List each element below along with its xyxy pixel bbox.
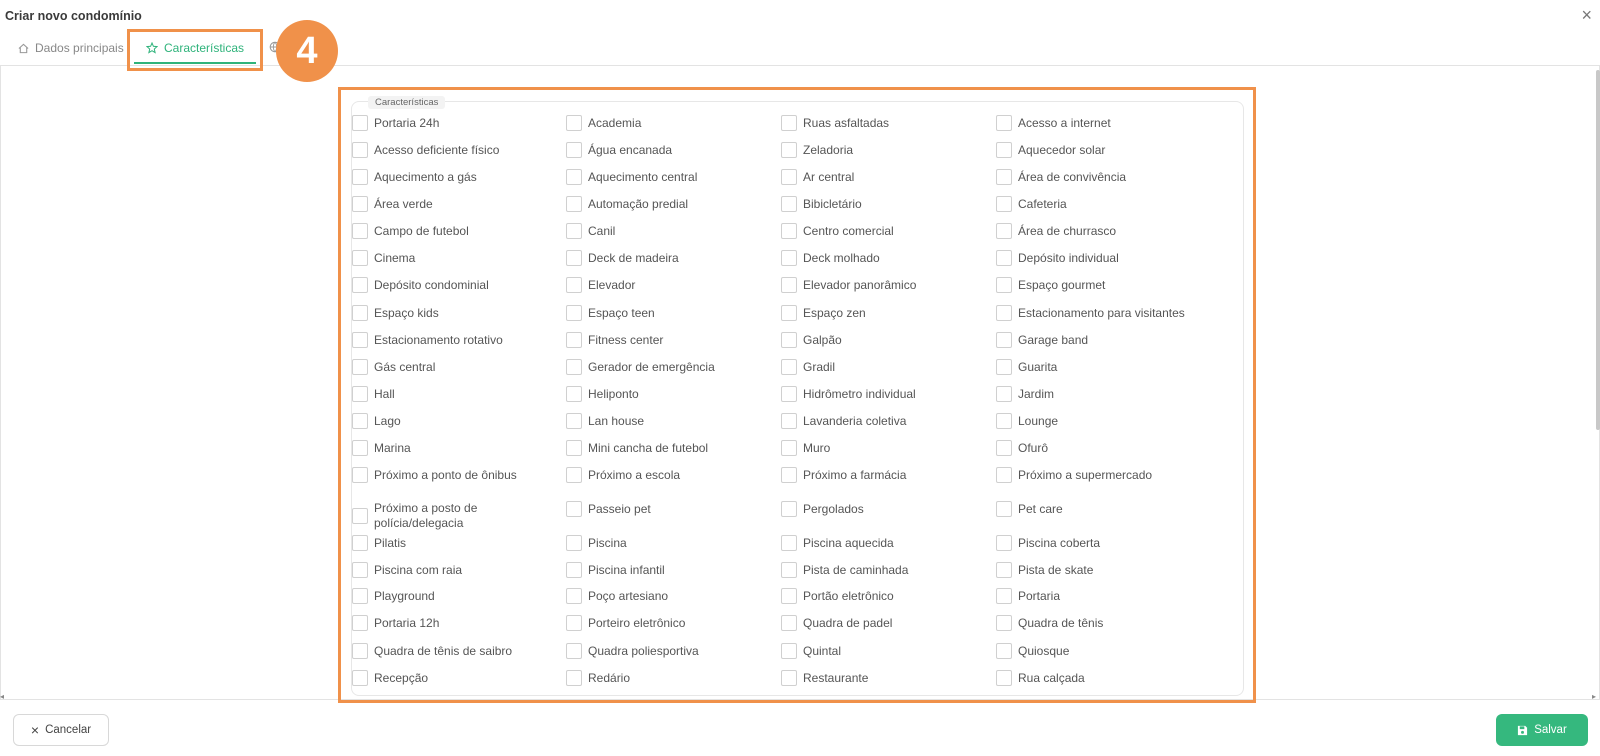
feature-checkbox-item[interactable]: [781, 359, 835, 375]
checkbox[interactable]: [781, 223, 797, 239]
checkbox[interactable]: [566, 332, 582, 348]
checkbox[interactable]: [781, 142, 797, 158]
checkbox-label: Fitness center: [588, 332, 664, 347]
checkbox[interactable]: [352, 467, 368, 483]
tab-bar: [0, 36, 1600, 66]
feature-checkbox-item[interactable]: [996, 142, 1105, 158]
checkbox-label: Aquecimento central: [588, 169, 698, 184]
checkbox[interactable]: [352, 588, 368, 604]
feature-checkbox-item[interactable]: [996, 440, 1048, 456]
feature-checkbox-item[interactable]: [996, 413, 1058, 429]
checkbox[interactable]: [996, 467, 1012, 483]
checkbox[interactable]: [781, 501, 797, 517]
feature-checkbox-item[interactable]: [781, 196, 862, 212]
checkbox-label: Mini cancha de futebol: [588, 440, 709, 455]
cancel-label: Cancelar: [45, 724, 92, 736]
checkbox[interactable]: [781, 305, 797, 321]
checkbox[interactable]: [781, 169, 797, 185]
checkbox[interactable]: [566, 562, 582, 578]
checkbox[interactable]: [352, 670, 368, 686]
feature-checkbox-item[interactable]: [352, 562, 462, 578]
checkbox-label: Lavanderia coletiva: [803, 413, 907, 428]
checkbox[interactable]: [352, 615, 368, 631]
checkbox[interactable]: [566, 277, 582, 293]
feature-checkbox-item[interactable]: [566, 196, 688, 212]
feature-checkbox-item[interactable]: [996, 386, 1054, 402]
checkbox-label: Aquecimento a gás: [374, 169, 477, 184]
checkbox-label: Quiosque: [1018, 643, 1070, 658]
checkbox-label: Bibicletário: [803, 196, 862, 211]
checkbox-label: Estacionamento rotativo: [374, 332, 503, 347]
feature-checkbox-item[interactable]: [352, 386, 395, 402]
checkbox-label: Portão eletrônico: [803, 588, 894, 603]
checkbox-label: Acesso deficiente físico: [374, 142, 500, 157]
feature-checkbox-item[interactable]: [566, 277, 635, 293]
checkbox-label: Rua calçada: [1018, 670, 1085, 685]
feature-checkbox-item[interactable]: [566, 588, 668, 604]
checkbox[interactable]: [996, 535, 1012, 551]
checkbox[interactable]: [566, 223, 582, 239]
feature-checkbox-item[interactable]: [566, 467, 680, 483]
checkbox-label: Depósito condominial: [374, 277, 489, 292]
checkbox[interactable]: [352, 562, 368, 578]
checkbox-label: Poço artesiano: [588, 588, 669, 603]
checkbox[interactable]: [566, 643, 582, 659]
checkbox[interactable]: [352, 196, 368, 212]
checkbox-label: Muro: [803, 440, 831, 455]
scroll-left-arrow-icon[interactable]: ◂: [0, 692, 5, 701]
checkbox-label: Área de convivência: [1018, 169, 1127, 184]
checkbox-label: Cinema: [374, 250, 416, 265]
checkbox[interactable]: [996, 386, 1012, 402]
feature-checkbox-item[interactable]: [781, 223, 894, 239]
feature-checkbox-item[interactable]: [781, 535, 894, 551]
feature-checkbox-item[interactable]: [996, 467, 1152, 483]
checkbox-label: Galpão: [803, 332, 842, 347]
checkbox[interactable]: [781, 562, 797, 578]
feature-checkbox-item[interactable]: [781, 615, 892, 631]
tab-caracteristicas[interactable]: [146, 41, 244, 55]
checkbox-label: Gradil: [803, 359, 836, 374]
feature-checkbox-item[interactable]: [352, 223, 469, 239]
checkbox[interactable]: [996, 615, 1012, 631]
checkbox-label: Aquecedor solar: [1018, 142, 1106, 157]
feature-checkbox-item[interactable]: [352, 142, 499, 158]
checkbox-label: Campo de futebol: [374, 223, 469, 238]
scroll-right-arrow-icon[interactable]: ▸: [1591, 692, 1596, 701]
feature-checkbox-item[interactable]: [781, 277, 916, 293]
checkbox[interactable]: [996, 115, 1012, 131]
checkbox-label: Centro comercial: [803, 223, 894, 238]
checkbox[interactable]: [781, 277, 797, 293]
feature-checkbox-item[interactable]: [781, 332, 842, 348]
checkbox-label: Elevador: [588, 277, 636, 292]
feature-checkbox-item[interactable]: [781, 467, 906, 483]
feature-checkbox-item[interactable]: [996, 115, 1111, 131]
feature-checkbox-item[interactable]: [566, 615, 685, 631]
checkbox-label: Hidrômetro individual: [803, 386, 916, 401]
checkbox-label: Jardim: [1018, 386, 1055, 401]
feature-checkbox-item[interactable]: [566, 305, 655, 321]
feature-checkbox-item[interactable]: [781, 305, 866, 321]
checkbox[interactable]: [566, 588, 582, 604]
feature-checkbox-item[interactable]: [352, 670, 428, 686]
checkbox[interactable]: [996, 440, 1012, 456]
checkbox-label: Piscina aquecida: [803, 535, 894, 550]
feature-checkbox-item[interactable]: [352, 115, 439, 131]
checkbox[interactable]: [781, 332, 797, 348]
checkbox-label: Ar central: [803, 169, 855, 184]
checkbox[interactable]: [352, 413, 368, 429]
checkbox[interactable]: [352, 115, 368, 131]
feature-checkbox-item[interactable]: [781, 386, 916, 402]
checkbox-label: Espaço gourmet: [1018, 277, 1106, 292]
checkbox[interactable]: [781, 643, 797, 659]
feature-checkbox-item[interactable]: [996, 501, 1063, 517]
checkbox[interactable]: [996, 332, 1012, 348]
checkbox[interactable]: [352, 535, 368, 551]
checkbox-label: Zeladoria: [803, 142, 854, 157]
checkbox[interactable]: [566, 250, 582, 266]
checkbox-label: Área de churrasco: [1018, 223, 1117, 238]
checkbox[interactable]: [996, 670, 1012, 686]
checkbox-label: Pista de skate: [1018, 562, 1094, 577]
feature-checkbox-item[interactable]: [566, 413, 644, 429]
feature-checkbox-item[interactable]: [781, 501, 864, 517]
checkbox[interactable]: [996, 196, 1012, 212]
feature-checkbox-item[interactable]: [996, 223, 1116, 239]
checkbox[interactable]: [781, 250, 797, 266]
checkbox[interactable]: [996, 169, 1012, 185]
checkbox[interactable]: [566, 440, 582, 456]
checkbox[interactable]: [781, 196, 797, 212]
checkbox[interactable]: [996, 250, 1012, 266]
feature-checkbox-item[interactable]: [996, 250, 1119, 266]
checkbox-label: Heliponto: [588, 386, 639, 401]
feature-checkbox-item[interactable]: [352, 196, 433, 212]
active-tab-indicator: [134, 62, 256, 64]
feature-checkbox-item[interactable]: [352, 250, 415, 266]
save-label: Salvar: [1534, 724, 1567, 736]
checkbox-label: Piscina: [588, 535, 627, 550]
checkbox-label: Água encanada: [588, 142, 673, 157]
feature-checkbox-item[interactable]: [781, 643, 841, 659]
checkbox[interactable]: [566, 115, 582, 131]
feature-checkbox-item[interactable]: [566, 670, 630, 686]
checkbox-label: Deck molhado: [803, 250, 880, 265]
checkbox[interactable]: [566, 670, 582, 686]
checkbox-label: Lago: [374, 413, 401, 428]
feature-checkbox-item[interactable]: [566, 359, 715, 375]
feature-checkbox-item[interactable]: [996, 615, 1103, 631]
checkbox[interactable]: [781, 535, 797, 551]
checkbox[interactable]: [996, 413, 1012, 429]
checkbox[interactable]: [781, 115, 797, 131]
checkbox[interactable]: [996, 588, 1012, 604]
checkbox-label: Cafeteria: [1018, 196, 1067, 211]
checkbox-label: Redário: [588, 670, 631, 685]
feature-checkbox-item[interactable]: [352, 643, 512, 659]
checkbox-label: Depósito individual: [1018, 250, 1119, 265]
feature-checkbox-item[interactable]: [352, 359, 435, 375]
feature-checkbox-item[interactable]: [566, 440, 708, 456]
checkbox-label: Gerador de emergência: [588, 359, 715, 374]
feature-checkbox-item[interactable]: [352, 501, 494, 531]
feature-checkbox-item[interactable]: [566, 643, 699, 659]
checkbox-label: Academia: [588, 115, 642, 130]
checkbox[interactable]: [781, 359, 797, 375]
checkbox[interactable]: [996, 501, 1012, 517]
feature-checkbox-item[interactable]: [352, 169, 477, 185]
checkbox[interactable]: [781, 615, 797, 631]
checkbox[interactable]: [566, 501, 582, 517]
checkbox-label: Acesso a internet: [1018, 115, 1111, 130]
checkbox[interactable]: [996, 359, 1012, 375]
checkbox-label: Pet care: [1018, 501, 1063, 516]
checkbox[interactable]: [566, 196, 582, 212]
checkbox-label: Ofurô: [1018, 440, 1049, 455]
checkbox-label: Portaria 24h: [374, 115, 440, 130]
checkbox-label: Próximo a supermercado: [1018, 467, 1153, 482]
feature-checkbox-item[interactable]: [566, 115, 641, 131]
checkbox[interactable]: [781, 588, 797, 604]
checkbox-label: Quintal: [803, 643, 842, 658]
tab-label: Dados principais: [35, 41, 124, 55]
checkbox-label: Recepção: [374, 670, 429, 685]
feature-checkbox-item[interactable]: [352, 413, 401, 429]
checkbox-label: Automação predial: [588, 196, 689, 211]
feature-checkbox-item[interactable]: [352, 332, 503, 348]
checkbox[interactable]: [352, 223, 368, 239]
feature-checkbox-item[interactable]: [996, 277, 1105, 293]
save-button[interactable]: [1496, 714, 1588, 746]
feature-checkbox-item[interactable]: [566, 332, 663, 348]
checkbox-label: Próximo a posto de polícia/delegacia: [374, 501, 478, 530]
checkbox-label: Próximo a ponto de ônibus: [374, 467, 517, 482]
checkbox[interactable]: [566, 413, 582, 429]
feature-checkbox-item[interactable]: [781, 588, 894, 604]
checkbox[interactable]: [352, 643, 368, 659]
feature-checkbox-item[interactable]: [996, 305, 1185, 321]
checkbox[interactable]: [566, 359, 582, 375]
checkbox-label: Pergolados: [803, 501, 864, 516]
star-icon: [146, 42, 158, 54]
cancel-button[interactable]: [13, 714, 109, 746]
checkbox-label: Canil: [588, 223, 616, 238]
checkbox[interactable]: [352, 332, 368, 348]
checkbox[interactable]: [781, 413, 797, 429]
checkbox-label: Pilatis: [374, 535, 407, 550]
feature-checkbox-item[interactable]: [996, 332, 1088, 348]
close-icon: ×: [30, 722, 40, 738]
checkbox-label: Piscina infantil: [588, 562, 665, 577]
feature-checkbox-item[interactable]: [781, 142, 853, 158]
feature-checkbox-item[interactable]: [781, 115, 889, 131]
feature-checkbox-item[interactable]: [781, 250, 880, 266]
features-fieldset: [351, 101, 1244, 696]
feature-checkbox-item[interactable]: [996, 643, 1069, 659]
checkbox-label: Restaurante: [803, 670, 869, 685]
feature-checkbox-item[interactable]: [781, 670, 868, 686]
checkbox[interactable]: [352, 169, 368, 185]
checkbox-label: Quadra poliesportiva: [588, 643, 699, 658]
checkbox-label: Estacionamento para visitantes: [1018, 305, 1185, 320]
checkbox[interactable]: [996, 305, 1012, 321]
checkbox-label: Lounge: [1018, 413, 1059, 428]
feature-checkbox-item[interactable]: [566, 501, 651, 517]
feature-checkbox-item[interactable]: [352, 440, 411, 456]
feature-checkbox-item[interactable]: [996, 196, 1067, 212]
checkbox[interactable]: [566, 386, 582, 402]
checkbox[interactable]: [566, 535, 582, 551]
checkbox[interactable]: [781, 467, 797, 483]
checkbox-label: Porteiro eletrônico: [588, 615, 686, 630]
feature-checkbox-item[interactable]: [566, 250, 679, 266]
checkbox[interactable]: [566, 467, 582, 483]
checkbox-label: Portaria: [1018, 588, 1061, 603]
feature-checkbox-item[interactable]: [352, 277, 489, 293]
checkbox-label: Espaço zen: [803, 305, 866, 320]
feature-checkbox-item[interactable]: [566, 535, 627, 551]
checkbox[interactable]: [566, 305, 582, 321]
checkbox-label: Passeio pet: [588, 501, 651, 516]
checkbox-label: Playground: [374, 588, 435, 603]
feature-checkbox-item[interactable]: [566, 142, 672, 158]
checkbox[interactable]: [352, 277, 368, 293]
tab-dados-principais[interactable]: [18, 41, 124, 55]
checkbox[interactable]: [781, 670, 797, 686]
feature-checkbox-item[interactable]: [566, 386, 639, 402]
feature-checkbox-item[interactable]: [352, 615, 439, 631]
checkbox[interactable]: [996, 562, 1012, 578]
tab-label: Características: [164, 41, 245, 55]
checkbox[interactable]: [781, 440, 797, 456]
checkbox-label: Quadra de padel: [803, 615, 893, 630]
checkbox[interactable]: [566, 142, 582, 158]
feature-checkbox-item[interactable]: [781, 413, 906, 429]
dialog-title: Criar novo condomínio: [5, 9, 142, 23]
checkbox[interactable]: [352, 386, 368, 402]
fieldset-legend: Características: [368, 96, 445, 109]
feature-checkbox-item[interactable]: [996, 588, 1060, 604]
checkbox[interactable]: [566, 169, 582, 185]
checkbox-label: Lan house: [588, 413, 645, 428]
checkbox[interactable]: [352, 508, 368, 524]
close-icon[interactable]: ×: [1581, 5, 1592, 25]
feature-checkbox-item[interactable]: [996, 535, 1100, 551]
checkbox[interactable]: [996, 277, 1012, 293]
checkbox-label: Próximo a farmácia: [803, 467, 907, 482]
step-badge: 4: [276, 20, 338, 82]
checkbox[interactable]: [352, 305, 368, 321]
checkbox-label: Ruas asfaltadas: [803, 115, 890, 130]
checkbox-label: Marina: [374, 440, 411, 455]
feature-checkbox-item[interactable]: [781, 440, 830, 456]
checkbox-label: Portaria 12h: [374, 615, 440, 630]
checkbox[interactable]: [352, 440, 368, 456]
feature-checkbox-item[interactable]: [352, 305, 439, 321]
feature-checkbox-item[interactable]: [352, 467, 517, 483]
feature-checkbox-item[interactable]: [566, 562, 665, 578]
feature-checkbox-item[interactable]: [996, 169, 1126, 185]
checkbox-label: Guarita: [1018, 359, 1058, 374]
checkbox-label: Garage band: [1018, 332, 1089, 347]
feature-checkbox-item[interactable]: [996, 670, 1085, 686]
home-icon: [18, 43, 29, 54]
checkbox[interactable]: [781, 386, 797, 402]
feature-checkbox-item[interactable]: [352, 535, 406, 551]
checkbox[interactable]: [352, 359, 368, 375]
feature-checkbox-item[interactable]: [352, 588, 435, 604]
checkbox[interactable]: [996, 223, 1012, 239]
feature-checkbox-item[interactable]: [566, 169, 697, 185]
checkbox-label: Piscina coberta: [1018, 535, 1101, 550]
checkbox-label: Quadra de tênis: [1018, 615, 1104, 630]
checkbox[interactable]: [352, 142, 368, 158]
feature-checkbox-item[interactable]: [781, 169, 854, 185]
checkbox-label: Próximo a escola: [588, 467, 681, 482]
vertical-scrollbar[interactable]: [1596, 70, 1600, 430]
checkbox[interactable]: [996, 643, 1012, 659]
checkbox[interactable]: [566, 615, 582, 631]
checkbox-label: Hall: [374, 386, 395, 401]
checkbox-label: Gás central: [374, 359, 436, 374]
feature-checkbox-item[interactable]: [996, 562, 1093, 578]
checkbox-label: Elevador panorâmico: [803, 277, 917, 292]
checkbox-label: Piscina com raia: [374, 562, 463, 577]
checkbox-label: Área verde: [374, 196, 433, 211]
feature-checkbox-item[interactable]: [996, 359, 1057, 375]
checkbox-label: Espaço teen: [588, 305, 655, 320]
checkbox[interactable]: [352, 250, 368, 266]
checkbox-label: Quadra de tênis de saibro: [374, 643, 513, 658]
checkbox-label: Pista de caminhada: [803, 562, 909, 577]
feature-checkbox-item[interactable]: [566, 223, 615, 239]
save-icon: [1517, 725, 1528, 736]
feature-checkbox-item[interactable]: [781, 562, 908, 578]
checkbox-label: Espaço kids: [374, 305, 439, 320]
checkbox-label: Deck de madeira: [588, 250, 679, 265]
checkbox[interactable]: [996, 142, 1012, 158]
